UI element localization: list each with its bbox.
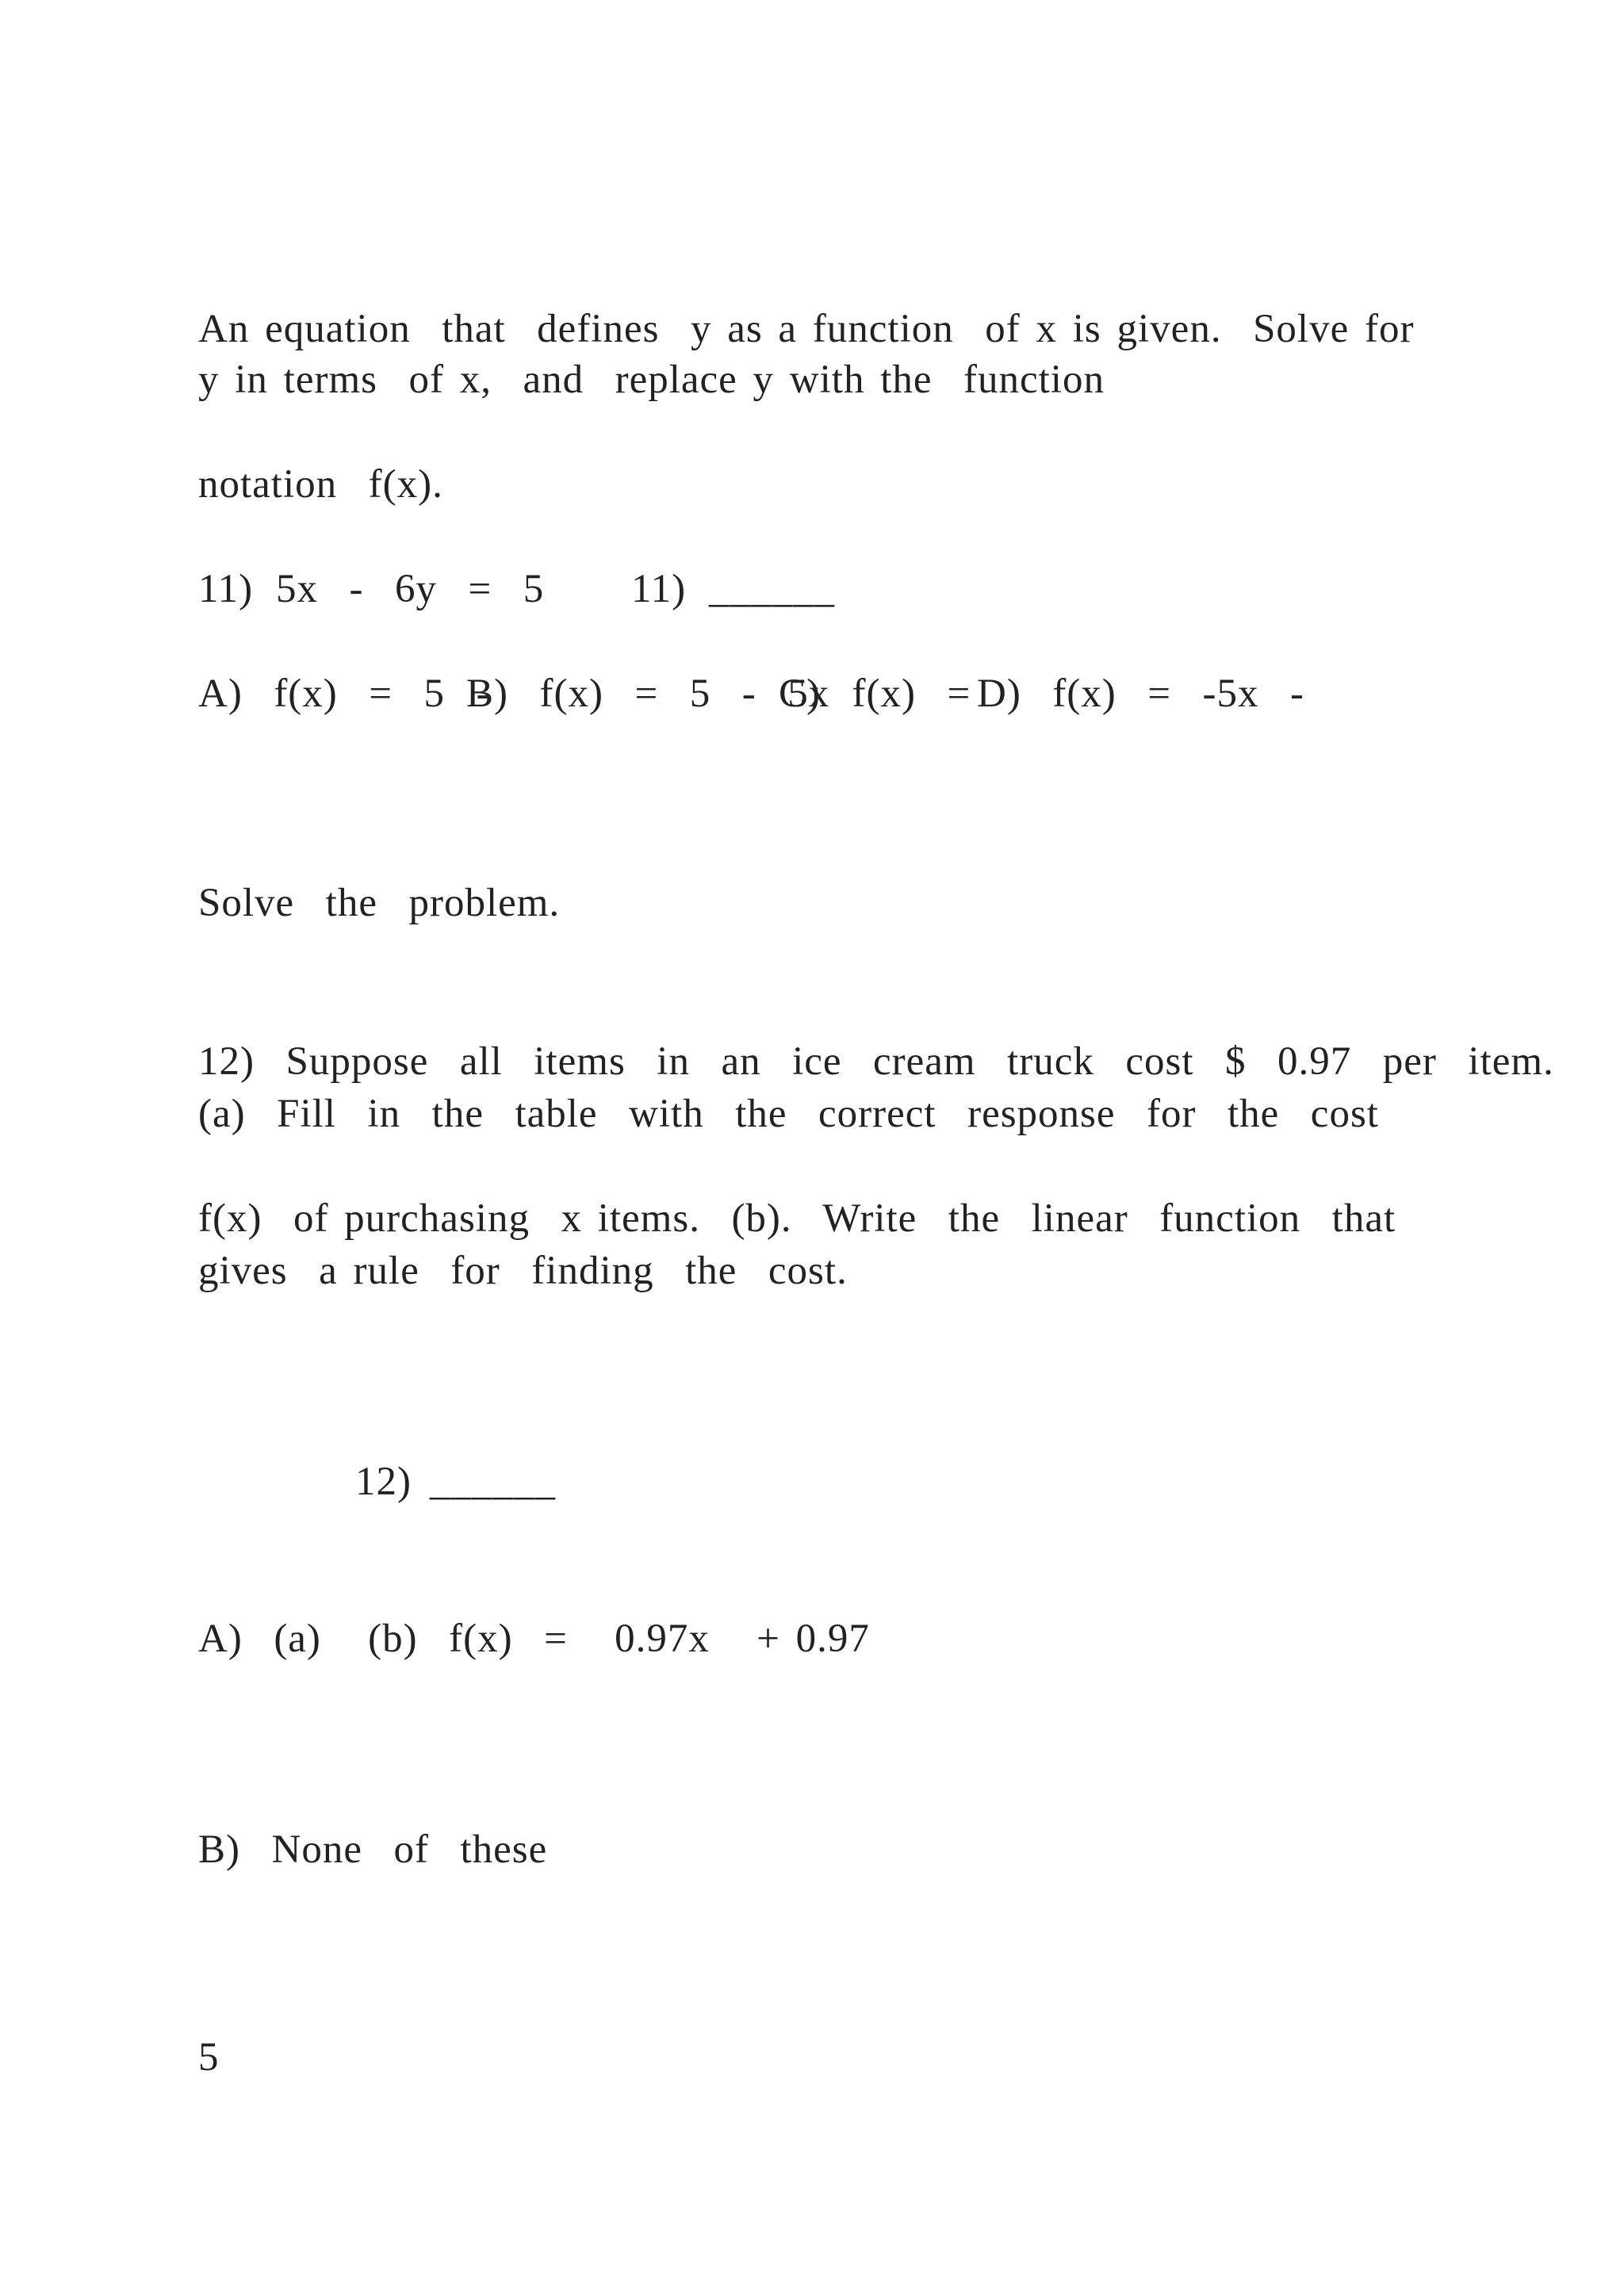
page-number: 5	[198, 2035, 220, 2080]
section-heading: Solve the problem.	[198, 881, 561, 925]
instruction-line-2: y in terms of x, and replace y with the function	[198, 358, 1105, 402]
question-12-line-1: 12) Suppose all items in an ice cream truck cost $ 0.97 per item.	[198, 1039, 1554, 1084]
instruction-line-1: An equation that defines y as a function of x is given. Solve for	[198, 307, 1415, 351]
instruction-line-3: notation f(x).	[198, 462, 443, 507]
question-12-answer-blank: ______	[430, 1460, 556, 1504]
question-12-line-3: f(x) of purchasing x items. (b). Write the linear function that	[198, 1196, 1396, 1241]
question-12-option-b: B) None of these	[198, 1827, 548, 1872]
question-11-answer-blank: ______	[709, 567, 835, 611]
question-11-option-c: C) f(x) =	[779, 672, 971, 716]
question-11-option-b: B) f(x) = 5 - 5x	[466, 672, 830, 716]
question-12-line-2: (a) Fill in the table with the correct response for the cost	[198, 1092, 1379, 1136]
question-11-number: 11)	[198, 567, 254, 611]
question-12-option-a: A) (a) (b) f(x) = 0.97x + 0.97	[198, 1617, 870, 1661]
question-11-equation: 5x - 6y = 5	[276, 567, 545, 611]
question-11-answer-label: 11)	[631, 567, 687, 611]
question-12-answer-label: 12)	[355, 1460, 412, 1504]
question-11-option-a: A) f(x) = 5 -	[198, 672, 491, 716]
question-12-line-4: gives a rule for finding the cost.	[198, 1249, 848, 1293]
question-11-option-d: D) f(x) = -5x -	[977, 672, 1304, 716]
